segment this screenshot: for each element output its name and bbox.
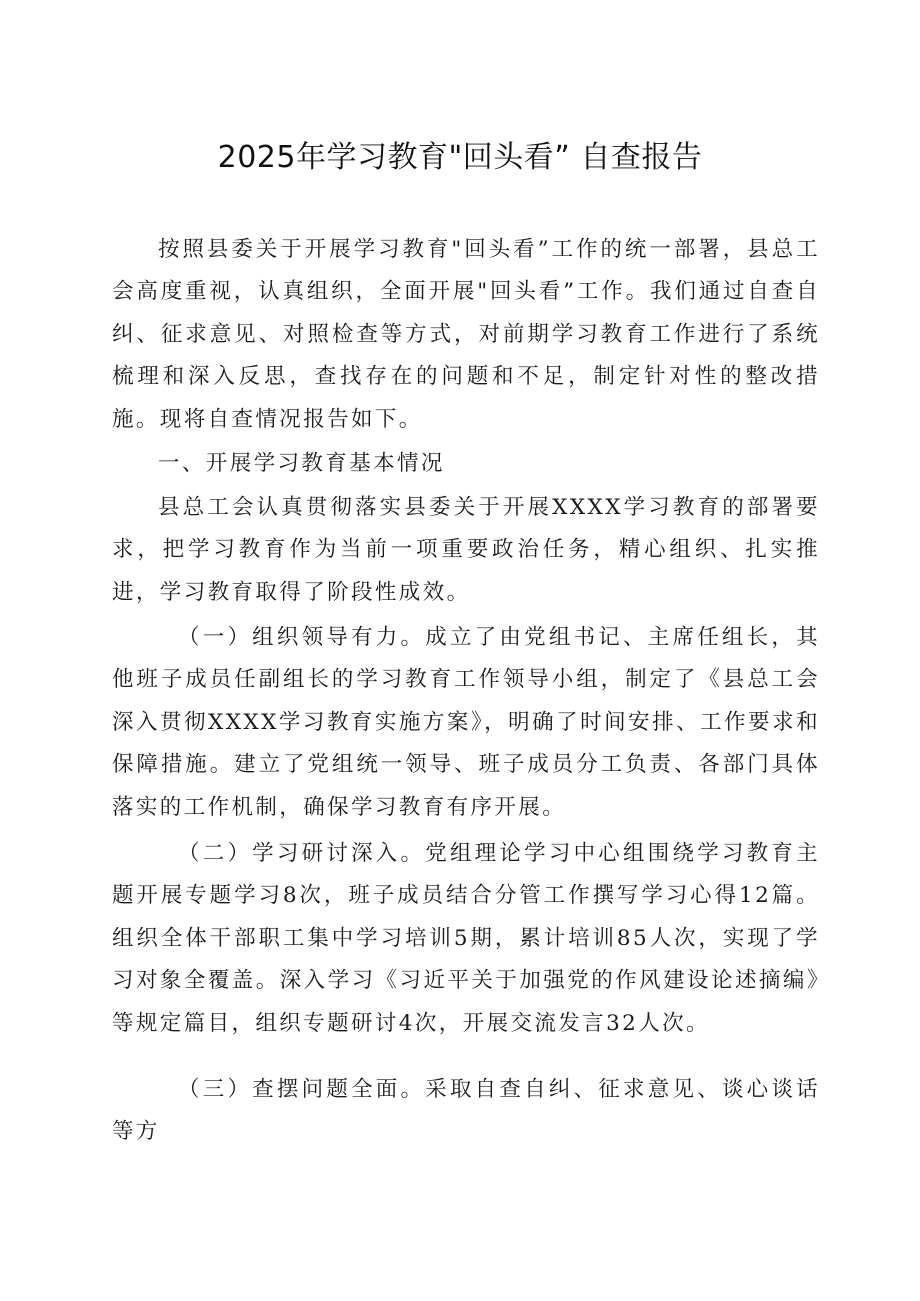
item-problem-identification: （三）查摆问题全面。采取自查自纠、征求意见、谈心谈话等方 — [112, 1077, 820, 1145]
item-study-discussion: （二）学习研讨深入。党组理论学习中心组围绕学习教育主题开展专题学习8次，班子成员结合分管工作撰写学习心得12篇。组织全体干部职工集中学习培训5期，累计培训85人次，实现了学习对象全覆盖。深入学习《习近平关于加强党的作风建设论述摘编》等规定篇目，组织专题研讨4次，开展交流发言32人次。 — [112, 841, 820, 1036]
item-organization-leadership: （一）组织领导有力。成立了由党组书记、主席任组长，其他班子成员任副组长的学习教育工作领导小组，制定了《县总工会深入贯彻XXXX学习教育实施方案》，明确了时间安排、工作要求和保障措施。建立了党组统一领导、班子成员分工负责、各部门具体落实的工作机制，确保学习教育有序开展。 — [112, 625, 820, 820]
basic-situation-paragraph: 县总工会认真贯彻落实县委关于开展XXXX学习教育的部署要求，把学习教育作为当前一项重要政治任务，精心组织、扎实推进，学习教育取得了阶段性成效。 — [112, 495, 820, 605]
section-heading-basic-situation: 一、开展学习教育基本情况 — [158, 451, 445, 476]
intro-paragraph: 按照县委关于开展学习教育"回头看”工作的统一部署，县总工会高度重视，认真组织，全面开展"回头看”工作。我们通过自查自纠、征求意见、对照检查等方式，对前期学习教育工作进行了系统梳理和深入反思，查找存在的问题和不足，制定针对性的整改措施。现将自查情况报告如下。 — [112, 237, 820, 432]
document-title: 2025年学习教育"回头看” 自查报告 — [217, 140, 703, 175]
